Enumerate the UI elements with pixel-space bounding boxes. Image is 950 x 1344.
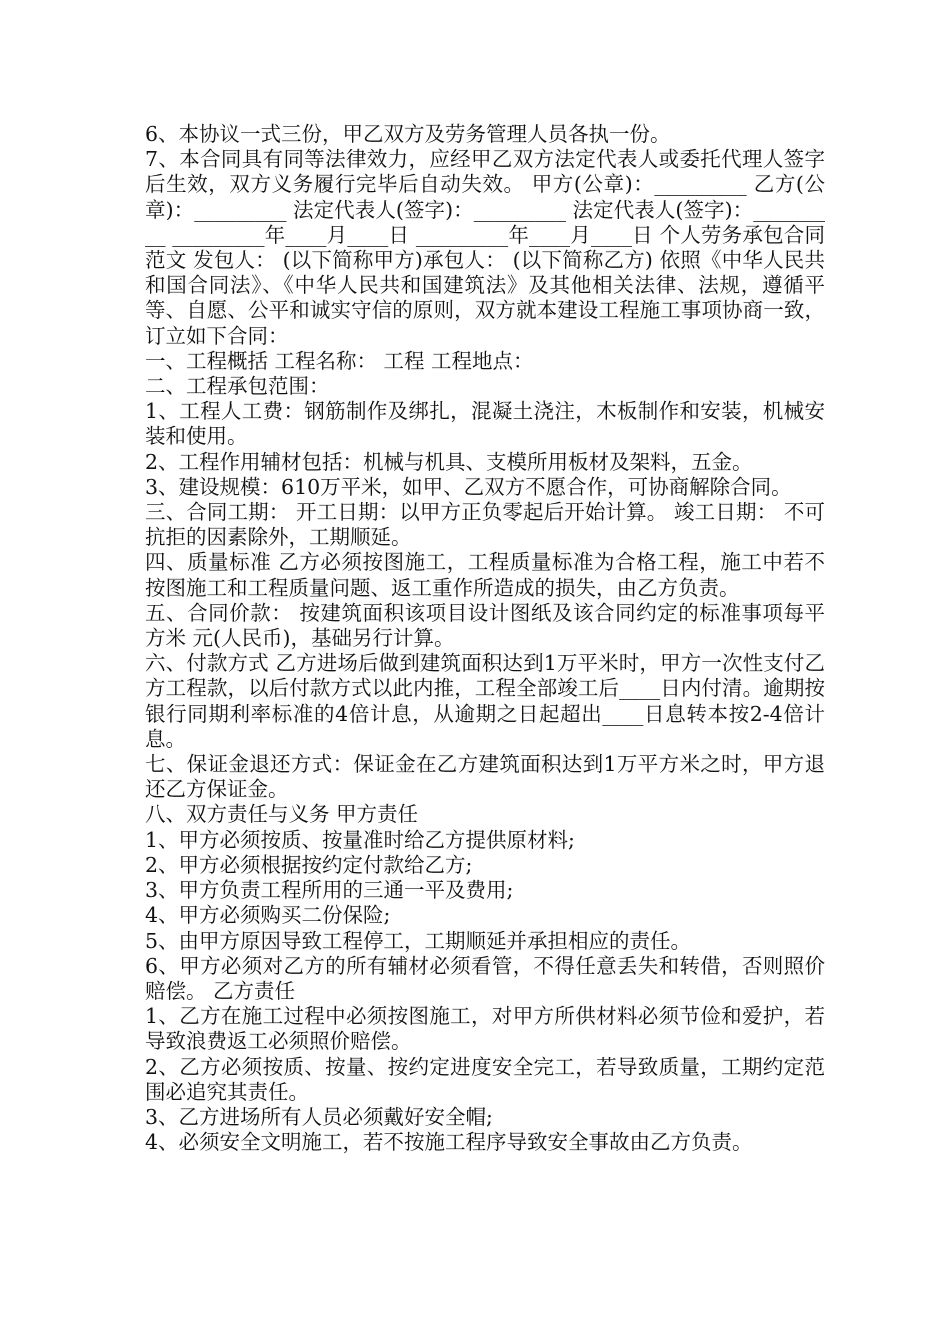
document-page — [145, 122, 825, 1155]
section-project-overview: 一、工程概括 工程名称： 工程 工程地点： — [145, 348, 534, 373]
section-payment: 六、付款方式 乙方进场后做到建筑面积达到1万平米时，甲方一次性支付乙方工程款，以后付款方式以此内推，工程全部竣工后____日内付清。逾期按银行同期利率标准的4倍计息，从逾期之日起超出____日息转本按2-4倍计息。 — [145, 651, 825, 751]
party-b-duty-2: 2、乙方必须按质、按量、按约定进度安全完工，若导致质量，工期约定范围必追究其责任。 — [145, 1054, 825, 1104]
clause-validity-and-preamble: 7、本合同具有同等法律效力，应经甲乙双方法定代表人或委托代理人签字后生效，双方义务履行完毕后自动失效。 甲方(公章)：_________ 乙方(公章)：_________ 法定代表人(签字)：_________ 法定代表人(签字)：_________ _________年____月____日 _________年____月____日 个人劳务承包合同范文 发包人： (以下简称甲方)承包人： (以下简称乙方) 依照《中华人民共和国合同法》、《中华人民共和国建筑法》及其他相关法律、法规，遵循平等、自愿、公平和诚实守信的原则，双方就本建设工程施工事项协商一致，订立如下合同： — [145, 147, 825, 348]
party-a-duty-4: 4、甲方必须购买二份保险; — [145, 903, 391, 928]
party-a-duty-1: 1、甲方必须按质、按量准时给乙方提供原材料; — [145, 827, 575, 852]
section-deposit: 七、保证金退还方式：保证金在乙方建筑面积达到1万平方米之时，甲方退还乙方保证金。 — [145, 752, 825, 802]
party-a-duty-3: 3、甲方负责工程所用的三通一平及费用; — [145, 878, 514, 903]
section-responsibilities-heading: 八、双方责任与义务 甲方责任 — [145, 802, 419, 827]
party-a-duty-6: 6、甲方必须对乙方的所有辅材必须看管，不得任意丢失和转借，否则照价赔偿。 乙方责任 — [145, 953, 825, 1003]
section-duration: 三、合同工期： 开工日期：以甲方正负零起后开始计算。 竣工日期： 不可抗拒的因素除外，工期顺延。 — [145, 500, 825, 550]
party-a-duty-2: 2、甲方必须根据按约定付款给乙方; — [145, 852, 473, 877]
section-price: 五、合同价款： 按建筑面积该项目设计图纸及该合同约定的标准事项每平方米 元(人民币)，基础另行计算。 — [145, 600, 825, 651]
scope-item-labor: 1、工程人工费：钢筋制作及绑扎，混凝土浇注，木板制作和安装，机械安装和使用。 — [145, 399, 825, 449]
clause-copies: 6、本协议一式三份，甲乙双方及劳务管理人员各执一份。 — [145, 122, 671, 146]
party-b-duty-3: 3、乙方进场所有人员必须戴好安全帽; — [145, 1104, 493, 1129]
section-quality: 四、质量标准 乙方必须按图施工，工程质量标准为合格工程，施工中若不按图施工和工程质量问题、返工重作所造成的损失，由乙方负责。 — [145, 550, 825, 600]
scope-item-scale: 3、建设规模：610万平米，如甲、乙双方不愿合作，可协商解除合同。 — [145, 474, 792, 499]
party-b-duty-1: 1、乙方在施工过程中必须按图施工，对甲方所供材料必须节俭和爱护，若导致浪费返工必须照价赔偿。 — [145, 1004, 825, 1054]
scope-item-materials: 2、工程作用辅材包括：机械与机具、支模所用板材及架料，五金。 — [145, 449, 753, 474]
section-scope-heading: 二、工程承包范围： — [145, 374, 330, 399]
party-a-duty-5: 5、由甲方原因导致工程停工，工期顺延并承担相应的责任。 — [145, 928, 692, 953]
party-b-duty-4: 4、必须安全文明施工，若不按施工程序导致安全事故由乙方负责。 — [145, 1130, 753, 1155]
